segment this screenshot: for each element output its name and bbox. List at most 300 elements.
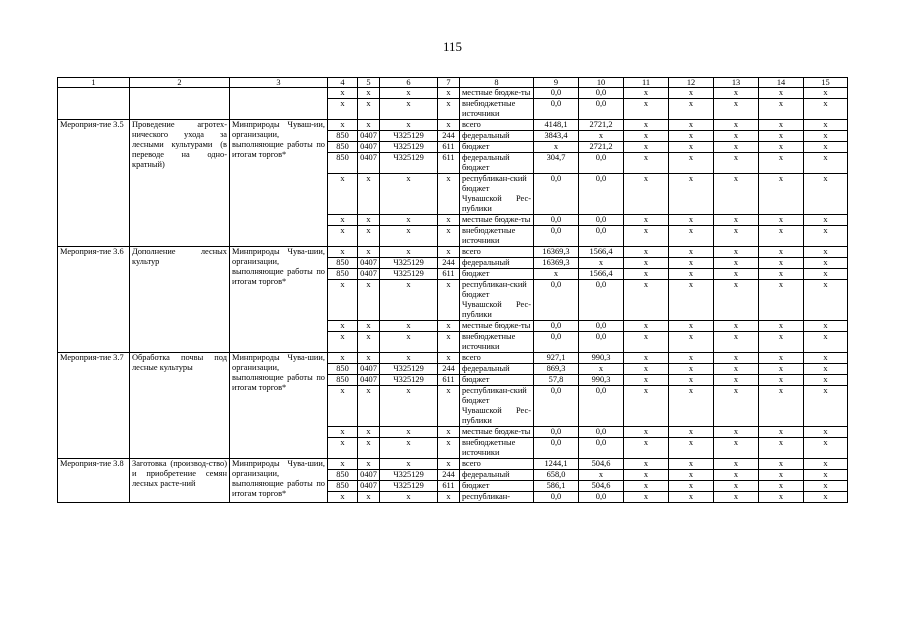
table-cell: Ч325129 (380, 481, 438, 492)
table-cell: x (669, 375, 714, 386)
table-row (58, 459, 848, 470)
table-cell: x (759, 332, 804, 353)
table-cell: x (624, 353, 669, 364)
table-cell: 927,1 (534, 353, 579, 364)
table-cell: x (438, 247, 460, 258)
table-cell: x (759, 88, 804, 99)
table-cell: 0407 (358, 153, 380, 174)
table-cell: 850 (328, 364, 358, 375)
table-cell: x (804, 88, 848, 99)
table-cell: x (714, 459, 759, 470)
table-cell: x (714, 142, 759, 153)
table-cell: x (669, 99, 714, 120)
table-cell: внебюджетные источники (460, 226, 534, 247)
table-cell: 611 (438, 142, 460, 153)
table-cell: x (669, 332, 714, 353)
table-cell: x (714, 470, 759, 481)
table-cell: x (380, 438, 438, 459)
table-cell: x (328, 332, 358, 353)
table-cell: 850 (328, 258, 358, 269)
table-cell: x (759, 215, 804, 226)
table-cell: 586,1 (534, 481, 579, 492)
table-cell: x (759, 375, 804, 386)
header-cell: 11 (624, 78, 669, 88)
table-cell: 16369,3 (534, 247, 579, 258)
table-cell: x (380, 386, 438, 427)
table-cell: x (624, 375, 669, 386)
table-cell: x (669, 459, 714, 470)
table-cell: x (759, 321, 804, 332)
table-cell: x (358, 332, 380, 353)
table-cell: всего (460, 120, 534, 131)
table-cell: 850 (328, 269, 358, 280)
table-cell: x (759, 99, 804, 120)
table-cell: x (669, 153, 714, 174)
table-cell: Ч325129 (380, 153, 438, 174)
table-cell: x (759, 492, 804, 503)
event-cell: Мероприя-тие 3.6 (58, 247, 130, 353)
table-cell: 57,8 (534, 375, 579, 386)
table-cell: x (804, 269, 848, 280)
table-cell: 0,0 (534, 321, 579, 332)
table-cell: x (624, 492, 669, 503)
table-cell: 0,0 (579, 99, 624, 120)
table-cell: x (669, 226, 714, 247)
table-cell: x (438, 427, 460, 438)
table-cell: x (669, 215, 714, 226)
table-cell: x (714, 88, 759, 99)
table-cell: x (714, 364, 759, 375)
event-cell: Мероприя-тие 3.8 (58, 459, 130, 503)
table-cell: x (759, 153, 804, 174)
table-cell: x (669, 470, 714, 481)
table-cell: 869,3 (534, 364, 579, 375)
table-cell: x (438, 438, 460, 459)
table-cell: 0407 (358, 470, 380, 481)
table-cell: 0,0 (534, 438, 579, 459)
table-cell: 504,6 (579, 481, 624, 492)
table-cell: x (804, 353, 848, 364)
table-cell: x (759, 120, 804, 131)
table-cell: x (714, 131, 759, 142)
table-cell: 244 (438, 258, 460, 269)
table-cell: x (380, 353, 438, 364)
table-cell: x (358, 88, 380, 99)
table-cell: x (804, 470, 848, 481)
table-cell: x (804, 142, 848, 153)
table-cell: x (579, 258, 624, 269)
table-cell: всего (460, 247, 534, 258)
table-cell: федеральный бюджет (460, 153, 534, 174)
table-cell: x (438, 174, 460, 215)
table-cell: x (669, 353, 714, 364)
table-cell: x (759, 131, 804, 142)
table-cell: 3843,4 (534, 131, 579, 142)
table-cell: x (328, 321, 358, 332)
table-cell: 0,0 (534, 174, 579, 215)
header-cell: 2 (130, 78, 230, 88)
table-cell: x (358, 321, 380, 332)
table-cell: x (804, 215, 848, 226)
table-cell: x (624, 459, 669, 470)
header-cell: 6 (380, 78, 438, 88)
table-cell: x (380, 99, 438, 120)
table-cell: 304,7 (534, 153, 579, 174)
table-cell: Ч325129 (380, 470, 438, 481)
table-cell: x (358, 215, 380, 226)
table-cell: 0,0 (534, 332, 579, 353)
table-cell: x (438, 386, 460, 427)
table-cell: x (328, 492, 358, 503)
table-cell: республикан-ский бюджет Чувашской Рес-публики (460, 280, 534, 321)
table-cell: x (669, 321, 714, 332)
table-cell: 0,0 (579, 215, 624, 226)
table-cell: x (624, 470, 669, 481)
table-cell: x (624, 142, 669, 153)
table-cell: x (438, 492, 460, 503)
table-cell: 2721,2 (579, 120, 624, 131)
table-cell: 244 (438, 470, 460, 481)
table-cell: x (358, 438, 380, 459)
table-cell: x (804, 174, 848, 215)
table-cell: x (380, 215, 438, 226)
table-cell: x (714, 174, 759, 215)
table-cell: x (438, 215, 460, 226)
table-cell: x (380, 321, 438, 332)
table-cell: 0,0 (579, 427, 624, 438)
table-cell: федеральный (460, 131, 534, 142)
table-cell: x (714, 481, 759, 492)
table-cell: Ч325129 (380, 269, 438, 280)
table-cell: x (714, 99, 759, 120)
table-cell: x (714, 258, 759, 269)
table-cell: x (669, 427, 714, 438)
table-cell: 0,0 (534, 226, 579, 247)
table-cell: x (380, 120, 438, 131)
table-cell: x (714, 226, 759, 247)
table-cell: 0,0 (579, 226, 624, 247)
header-cell: 14 (759, 78, 804, 88)
table-cell: x (669, 88, 714, 99)
measure-name-cell: Заготовка (производ-ство) и приобретение семян лесных расте-ний (130, 459, 230, 503)
table-cell: 0,0 (534, 215, 579, 226)
table-cell: x (534, 269, 579, 280)
table-row (58, 120, 848, 131)
table-cell: 1566,4 (579, 247, 624, 258)
table-cell: x (438, 99, 460, 120)
table-cell: x (714, 332, 759, 353)
header-cell: 8 (460, 78, 534, 88)
table-cell: x (438, 226, 460, 247)
table-cell: x (380, 427, 438, 438)
table-cell: x (804, 226, 848, 247)
table-cell: x (624, 247, 669, 258)
table-cell: x (759, 459, 804, 470)
table-cell: 4148,1 (534, 120, 579, 131)
table-cell: республикан- (460, 492, 534, 503)
page-number: 115 (442, 39, 463, 54)
table-cell: x (759, 438, 804, 459)
table-cell: x (438, 321, 460, 332)
table-cell: x (438, 353, 460, 364)
budget-table (57, 77, 848, 503)
table-cell: внебюджетные источники (460, 438, 534, 459)
table-cell: внебюджетные источники (460, 332, 534, 353)
table-cell: x (714, 492, 759, 503)
table-cell: 0407 (358, 364, 380, 375)
header-cell: 13 (714, 78, 759, 88)
table-cell: 611 (438, 269, 460, 280)
table-cell: 0,0 (579, 332, 624, 353)
table-cell: 850 (328, 142, 358, 153)
table-cell: 0,0 (579, 174, 624, 215)
table-cell: x (759, 174, 804, 215)
measure-name-cell: Обработка почвы под лесные культуры (130, 353, 230, 459)
table-cell: x (669, 247, 714, 258)
table-cell: x (358, 492, 380, 503)
table-cell: x (669, 364, 714, 375)
table-cell: x (328, 215, 358, 226)
table-cell: x (380, 88, 438, 99)
table-cell: 0407 (358, 142, 380, 153)
table-cell: 1566,4 (579, 269, 624, 280)
table-cell: x (358, 99, 380, 120)
table-cell: x (669, 386, 714, 427)
table-header-row (58, 78, 848, 88)
table-cell: x (328, 280, 358, 321)
table-cell: x (624, 131, 669, 142)
header-cell: 15 (804, 78, 848, 88)
table-cell: всего (460, 353, 534, 364)
table-cell: x (624, 332, 669, 353)
table-cell: x (624, 269, 669, 280)
table-cell: x (624, 226, 669, 247)
table-cell: x (624, 364, 669, 375)
table-cell: x (358, 427, 380, 438)
header-cell: 5 (358, 78, 380, 88)
table-cell: x (380, 247, 438, 258)
table-cell: x (624, 386, 669, 427)
table-cell: x (380, 226, 438, 247)
table-cell: x (804, 492, 848, 503)
table-cell: x (328, 99, 358, 120)
table-cell: 0,0 (579, 280, 624, 321)
table-cell: x (804, 280, 848, 321)
table-cell: x (804, 258, 848, 269)
table-cell: x (579, 364, 624, 375)
table-cell: x (358, 247, 380, 258)
table-cell: x (714, 120, 759, 131)
table-cell: Ч325129 (380, 142, 438, 153)
event-cell: Мероприя-тие 3.5 (58, 120, 130, 247)
table-cell: федеральный (460, 470, 534, 481)
empty-cell (130, 88, 230, 120)
table-cell: x (759, 353, 804, 364)
table-cell: 850 (328, 153, 358, 174)
header-cell: 10 (579, 78, 624, 88)
table-cell: x (579, 470, 624, 481)
table-cell: 0,0 (579, 88, 624, 99)
table-cell: 2721,2 (579, 142, 624, 153)
table-cell: x (579, 131, 624, 142)
executor-cell: Минприроды Чува-шии, организации, выполняющие работы по итогам торгов* (230, 247, 328, 353)
table-cell: x (380, 332, 438, 353)
table-cell: x (669, 120, 714, 131)
table-cell: местные бюдже-ты (460, 88, 534, 99)
table-cell: 990,3 (579, 353, 624, 364)
table-cell: 0,0 (579, 438, 624, 459)
table-cell: x (669, 269, 714, 280)
table-cell: 0,0 (534, 88, 579, 99)
table-cell: 0407 (358, 131, 380, 142)
table-cell: x (714, 280, 759, 321)
table-cell: местные бюдже-ты (460, 427, 534, 438)
table-cell: x (669, 492, 714, 503)
header-cell: 9 (534, 78, 579, 88)
table-cell: x (669, 280, 714, 321)
table-cell: x (669, 142, 714, 153)
table-cell: x (328, 226, 358, 247)
table-cell: x (438, 120, 460, 131)
table-cell: x (759, 258, 804, 269)
table-cell: 0,0 (534, 280, 579, 321)
table-cell: местные бюдже-ты (460, 215, 534, 226)
table-cell: x (759, 470, 804, 481)
table-cell: 850 (328, 131, 358, 142)
table-cell: x (759, 427, 804, 438)
table-cell: x (804, 481, 848, 492)
table-cell: 0,0 (579, 153, 624, 174)
table-cell: республикан-ский бюджет Чувашской Рес-публики (460, 386, 534, 427)
table-cell: x (380, 459, 438, 470)
table-cell: x (759, 386, 804, 427)
table-cell: x (759, 142, 804, 153)
table-cell: x (624, 321, 669, 332)
table-cell: 0407 (358, 375, 380, 386)
header-cell: 4 (328, 78, 358, 88)
table-cell: x (804, 153, 848, 174)
table-cell: бюджет (460, 142, 534, 153)
table-cell: x (759, 280, 804, 321)
table-cell: x (669, 174, 714, 215)
table-cell: x (624, 427, 669, 438)
table-cell: 990,3 (579, 375, 624, 386)
table-cell: 850 (328, 470, 358, 481)
table-cell: x (624, 174, 669, 215)
table-cell: федеральный (460, 258, 534, 269)
table-cell: x (804, 459, 848, 470)
table-cell: бюджет (460, 375, 534, 386)
table-cell: 504,6 (579, 459, 624, 470)
header-cell: 7 (438, 78, 460, 88)
header-cell: 3 (230, 78, 328, 88)
table-cell: 658,0 (534, 470, 579, 481)
table-cell: x (624, 481, 669, 492)
table-cell: x (669, 481, 714, 492)
table-cell: 611 (438, 481, 460, 492)
table-cell: x (714, 427, 759, 438)
table-cell: Ч325129 (380, 375, 438, 386)
table-cell: x (624, 153, 669, 174)
table-cell: 0407 (358, 258, 380, 269)
table-cell: 850 (328, 375, 358, 386)
table-cell: x (358, 459, 380, 470)
table-cell: 850 (328, 481, 358, 492)
table-cell: 1244,1 (534, 459, 579, 470)
table-cell: 0,0 (534, 492, 579, 503)
table-cell: x (438, 280, 460, 321)
table-cell: x (328, 247, 358, 258)
measure-name-cell: Проведение агротех-нического ухода за лесными культурами (в переводе на одно-кратный) (130, 120, 230, 247)
table-cell: x (380, 174, 438, 215)
header-cell: 12 (669, 78, 714, 88)
measure-name-cell: Дополнение лесных культур (130, 247, 230, 353)
table-cell: республикан-ский бюджет Чувашской Рес-публики (460, 174, 534, 215)
table-cell: x (624, 120, 669, 131)
table-cell: x (328, 174, 358, 215)
table-cell: x (438, 332, 460, 353)
table-row (58, 247, 848, 258)
table-cell: x (714, 269, 759, 280)
table-cell: x (624, 280, 669, 321)
table-cell: 0407 (358, 481, 380, 492)
executor-cell: Минприроды Чува-шии, организации, выполняющие работы по итогам торгов* (230, 353, 328, 459)
table-row (58, 353, 848, 364)
table-cell: местные бюдже-ты (460, 321, 534, 332)
table-cell: x (358, 386, 380, 427)
table-cell: x (380, 492, 438, 503)
table-cell: x (714, 375, 759, 386)
table-cell: x (624, 258, 669, 269)
table-cell: x (669, 258, 714, 269)
table-cell: x (328, 459, 358, 470)
table-cell: x (328, 438, 358, 459)
table-cell: x (714, 247, 759, 258)
header-cell: 1 (58, 78, 130, 88)
table-cell: x (759, 364, 804, 375)
table-cell: x (438, 88, 460, 99)
table-cell: x (714, 353, 759, 364)
table-cell: x (328, 353, 358, 364)
table-cell: бюджет (460, 481, 534, 492)
table-cell: x (804, 131, 848, 142)
table-cell: 16369,3 (534, 258, 579, 269)
table-cell: 611 (438, 375, 460, 386)
table-cell: x (358, 174, 380, 215)
table-cell: 0,0 (534, 427, 579, 438)
table-cell: x (804, 321, 848, 332)
table-cell: x (804, 99, 848, 120)
table-row (58, 88, 848, 99)
table-cell: 244 (438, 131, 460, 142)
table-cell: x (328, 120, 358, 131)
empty-cell (230, 88, 328, 120)
table-cell: x (804, 375, 848, 386)
table-cell: x (714, 153, 759, 174)
executor-cell: Минприроды Чуваш-ии, организации, выполняющие работы по итогам торгов* (230, 120, 328, 247)
table-cell: x (358, 226, 380, 247)
table-cell: 0,0 (534, 386, 579, 427)
table-cell: x (804, 120, 848, 131)
table-cell: x (438, 459, 460, 470)
table-cell: x (804, 364, 848, 375)
table-cell: x (759, 269, 804, 280)
table-cell: x (624, 215, 669, 226)
table-cell: федеральный (460, 364, 534, 375)
table-cell: x (714, 438, 759, 459)
table-cell: x (804, 332, 848, 353)
table-cell: Ч325129 (380, 258, 438, 269)
